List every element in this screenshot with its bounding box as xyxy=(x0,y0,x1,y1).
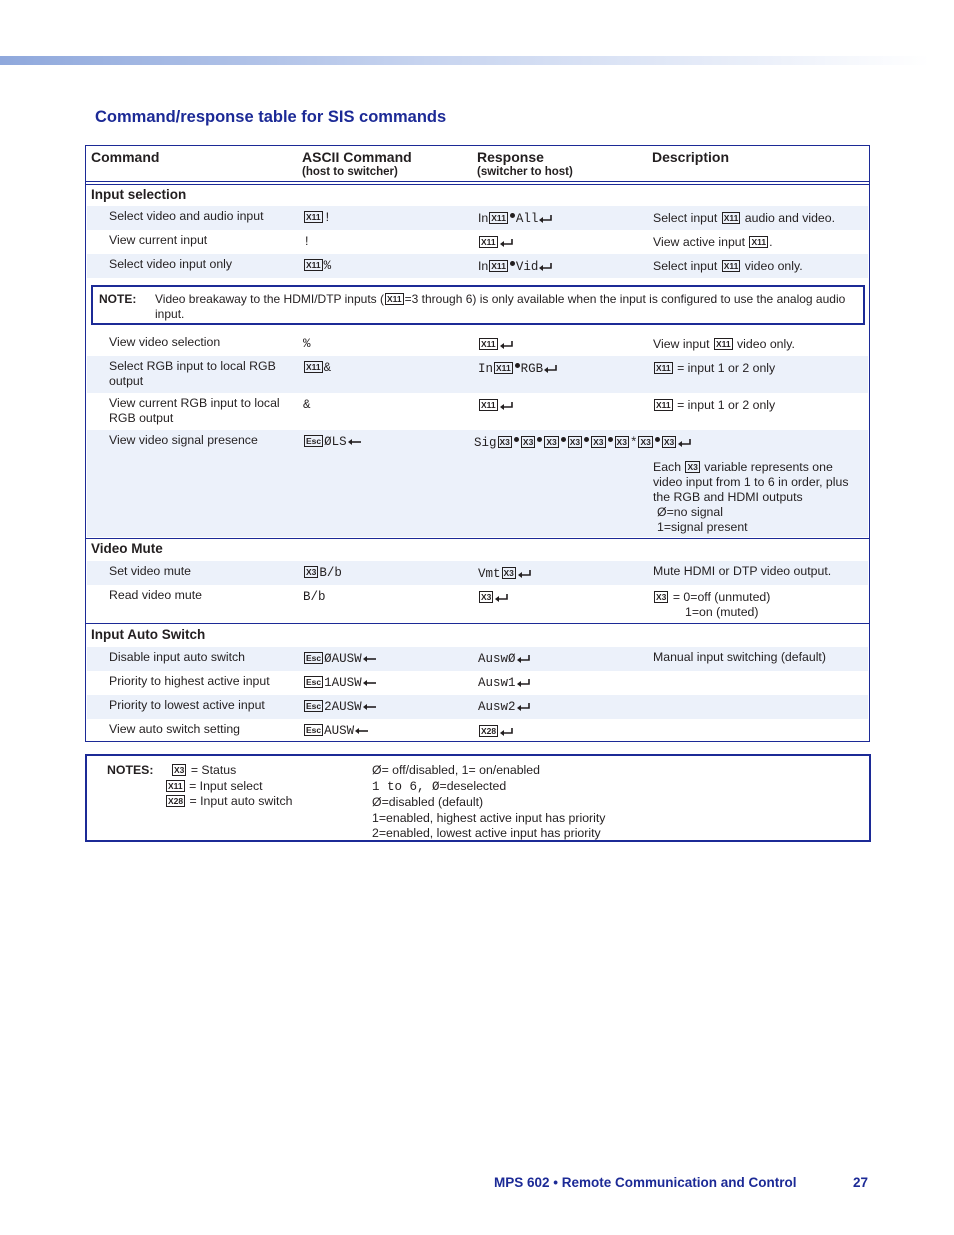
note-text: Video breakaway to the HDMI/DTP inputs ( X11 =3 through 6) is only available when the input is configured to use the analog audio input. xyxy=(155,292,846,321)
table-row xyxy=(87,671,868,695)
bullet-icon xyxy=(537,437,542,442)
left-arrow-icon xyxy=(362,678,377,688)
cmd-cell: View video signal presence xyxy=(109,433,258,447)
return-icon xyxy=(538,262,553,272)
table-row xyxy=(87,230,868,254)
left-arrow-icon xyxy=(362,654,377,664)
ascii-cell: % xyxy=(303,337,311,351)
response-cell: Ausw2 xyxy=(478,700,531,715)
bullet-icon xyxy=(514,437,519,442)
section-input-selection: Input selection xyxy=(91,187,187,202)
ascii-cell: Esc 1AUSW xyxy=(303,676,377,691)
cmd-cell: View video selection xyxy=(109,335,221,349)
response-cell: In X11 Vid xyxy=(478,259,553,275)
bullet-icon xyxy=(510,213,515,218)
cmd-cell: Select video and audio input xyxy=(109,209,264,223)
response-cell: X11 xyxy=(478,337,514,352)
description-cell: X11 = input 1 or 2 only xyxy=(656,398,776,412)
section-divider xyxy=(86,623,869,624)
return-icon xyxy=(677,438,692,448)
return-icon xyxy=(499,340,514,350)
notes-label: NOTES: xyxy=(107,763,154,777)
note-box xyxy=(91,285,865,325)
return-icon xyxy=(543,364,558,374)
response-cell: In X11 RGB xyxy=(478,361,558,377)
ascii-cell: Esc AUSW xyxy=(303,724,369,739)
cmd-cell: Priority to lowest active input xyxy=(109,698,265,712)
notes-values: Ø= off/disabled, 1= on/enabled 1 to 6, Ø=deselected Ø=disabled (default) 1=enabled, highest active input has priority 2=enabled, lowest active input has priority xyxy=(372,763,606,840)
return-icon xyxy=(499,401,514,411)
return-icon xyxy=(517,569,532,579)
description-cell: View input X11 video only. xyxy=(653,337,795,351)
cmd-cell: Read video mute xyxy=(109,588,202,602)
notes-variables: X3 = Status X11 = Input select X28 = Input auto switch xyxy=(168,763,293,808)
ascii-cell: X11 & xyxy=(306,361,332,375)
response-cell: X11 xyxy=(478,398,514,413)
header-divider-2 xyxy=(86,184,869,185)
ascii-cell: B/b xyxy=(303,590,326,604)
table-row xyxy=(87,585,868,623)
left-arrow-icon xyxy=(354,726,369,736)
cmd-cell: Select video input only xyxy=(109,257,233,271)
page-title: Command/response table for SIS commands xyxy=(95,108,447,126)
ascii-cell: ! xyxy=(303,235,311,249)
response-cell: Vmt X3 xyxy=(478,566,532,582)
cmd-cell: View current input xyxy=(109,233,208,247)
return-icon xyxy=(499,727,514,737)
section-divider xyxy=(86,538,869,539)
ascii-cell: & xyxy=(303,398,311,412)
footer-text: MPS 602 • Remote Communication and Control xyxy=(494,1175,797,1190)
return-icon xyxy=(516,678,531,688)
return-icon xyxy=(516,654,531,664)
cmd-cell: Set video mute xyxy=(109,564,192,578)
table-row xyxy=(87,356,868,393)
table-row xyxy=(87,695,868,719)
response-cell: AuswØ xyxy=(478,652,531,667)
section-video-mute: Video Mute xyxy=(91,541,163,556)
description-cell: X3 = 0=off (unmuted) 1=on (muted) xyxy=(656,590,771,619)
header-gradient-bar xyxy=(0,56,930,65)
table-row xyxy=(87,719,868,741)
ascii-cell: X11 % xyxy=(306,259,332,273)
bullet-icon xyxy=(584,437,589,442)
ascii-cell: Esc ØAUSW xyxy=(303,652,377,667)
return-icon xyxy=(516,702,531,712)
description-cell: View active input X11 . xyxy=(653,235,773,249)
bullet-icon xyxy=(510,261,515,266)
cmd-cell: View auto switch setting xyxy=(109,722,241,736)
section-auto-switch: Input Auto Switch xyxy=(91,627,206,642)
description-cell: Select input X11 video only. xyxy=(653,259,803,273)
bullet-icon xyxy=(608,437,613,442)
cmd-cell: Select RGB input to local RGB output xyxy=(109,359,276,388)
ascii-cell: X3 B/b xyxy=(306,566,342,580)
notes-box xyxy=(85,754,871,842)
page-number: 27 xyxy=(853,1175,869,1190)
table-row xyxy=(87,430,868,537)
response-cell: In X11 All xyxy=(478,211,553,227)
table-row xyxy=(87,393,868,430)
table-row xyxy=(87,561,868,585)
table-row xyxy=(87,206,868,230)
table-row xyxy=(87,254,868,278)
description-cell: Select input X11 audio and video. xyxy=(653,211,836,225)
left-arrow-icon xyxy=(347,437,362,447)
response-cell: Ausw1 xyxy=(478,676,531,691)
bullet-icon xyxy=(561,437,566,442)
cmd-cell: Disable input auto switch xyxy=(109,650,246,664)
response-cell: X3 xyxy=(478,590,509,605)
description-cell: Manual input switching (default) xyxy=(653,650,826,664)
response-cell: Sig X3 X3 X3 X3 X3 X3 * X3 X3 xyxy=(474,435,692,451)
note-label: NOTE: xyxy=(99,292,137,306)
left-arrow-icon xyxy=(362,702,377,712)
cmd-cell: Priority to highest active input xyxy=(109,674,270,688)
response-cell: X11 xyxy=(478,235,514,250)
header-command: Command xyxy=(91,149,160,165)
ascii-cell: Esc ØLS xyxy=(303,435,362,450)
return-icon xyxy=(538,214,553,224)
header-divider xyxy=(86,181,869,182)
header-ascii: ASCII Command (host to switcher) xyxy=(302,149,412,178)
response-cell: X28 xyxy=(478,724,514,739)
description-cell: Mute HDMI or DTP video output. xyxy=(653,564,832,578)
bullet-icon xyxy=(515,363,520,368)
command-table xyxy=(85,145,870,742)
cmd-cell: View current RGB input to local RGB output xyxy=(109,396,280,425)
ascii-cell: Esc 2AUSW xyxy=(303,700,377,715)
header-response: Response (switcher to host) xyxy=(477,149,573,178)
table-row xyxy=(87,332,868,356)
description-cell: Each X3 variable represents one video input from 1 to 6 in order, plus the RGB and HDMI outputs Ø=no signal 1=signal present xyxy=(653,460,849,534)
description-cell: X11 = input 1 or 2 only xyxy=(656,361,776,375)
return-icon xyxy=(494,593,509,603)
bullet-icon xyxy=(655,437,660,442)
ascii-cell: X11 ! xyxy=(306,211,332,225)
table-row xyxy=(87,647,868,671)
header-description: Description xyxy=(652,149,730,165)
return-icon xyxy=(499,238,514,248)
